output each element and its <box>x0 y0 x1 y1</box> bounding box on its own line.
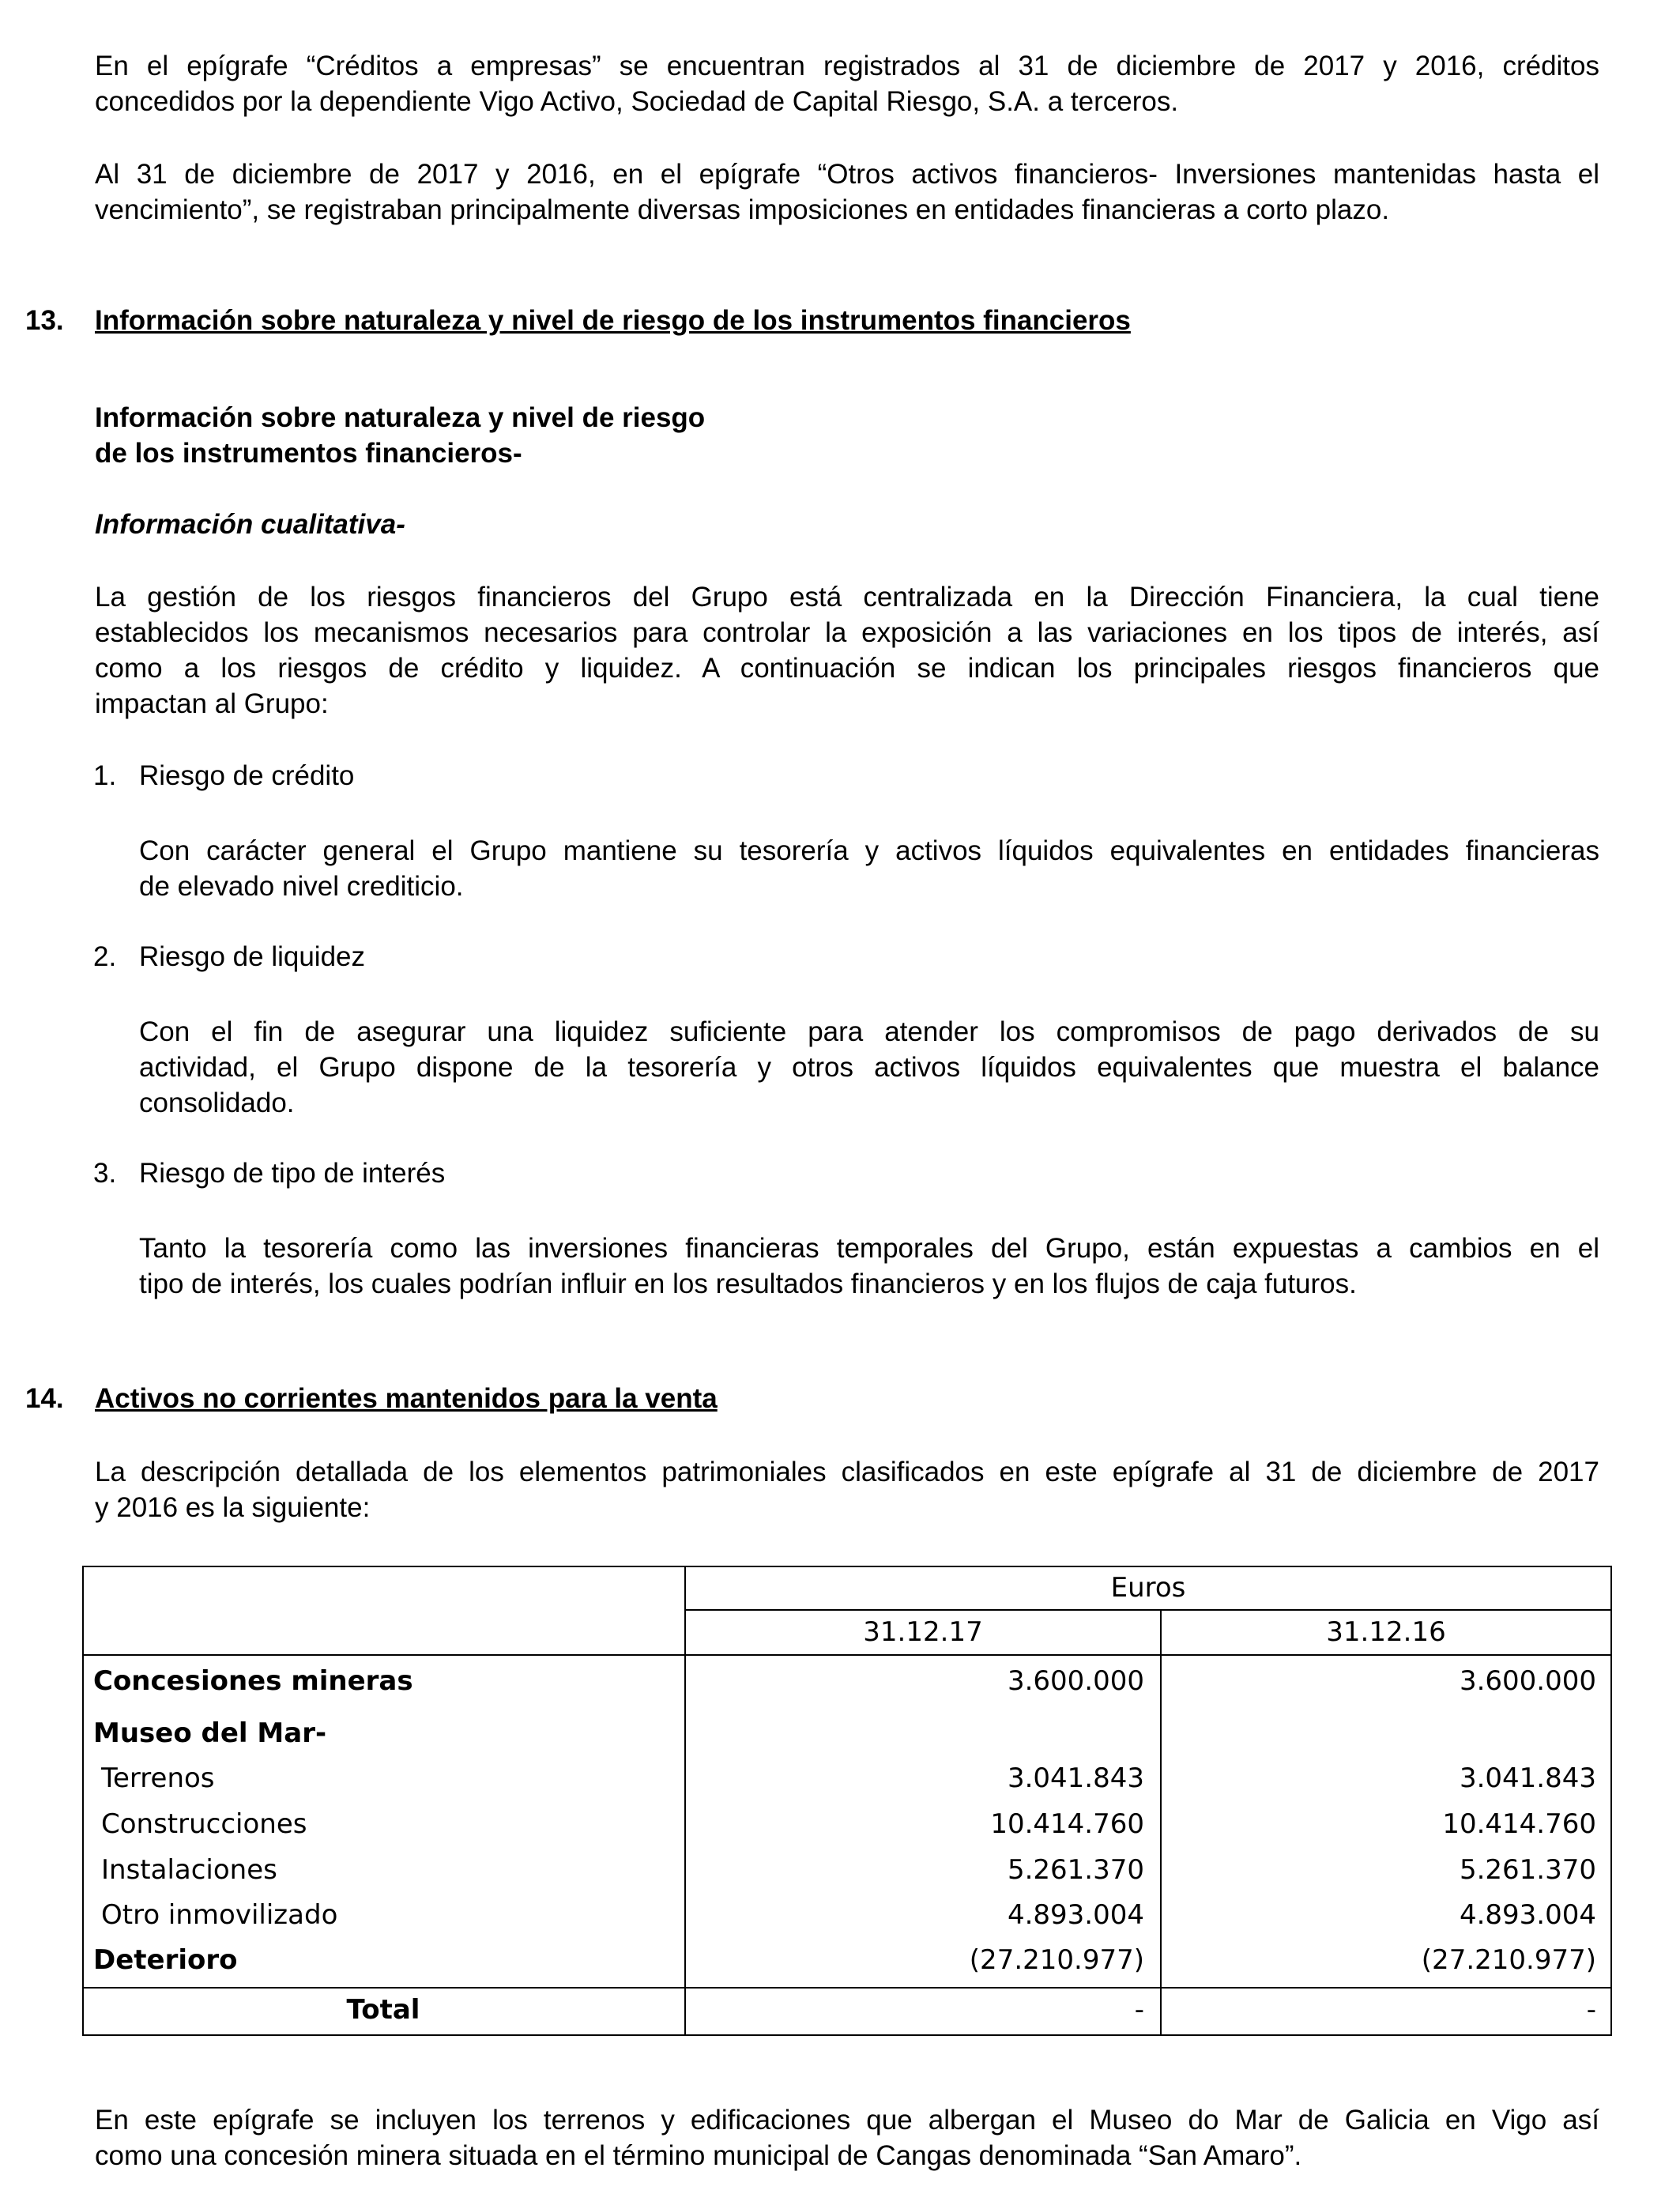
risk-credit-text <box>139 833 1599 904</box>
text-line: vencimiento”, se registraban principalmente diversas imposiciones en entidades financieras a corto plazo. <box>95 194 1390 225</box>
row-value-2017: 4.893.004 <box>1007 1899 1144 1931</box>
section-13-heading <box>25 305 1131 337</box>
row-label: Otro inmovilizado <box>101 1899 338 1931</box>
list-number: 1. <box>93 760 117 791</box>
section-14-closing <box>95 2102 1599 2173</box>
risk-liquidity-text <box>139 1014 1599 1121</box>
list-number: 3. <box>93 1158 117 1189</box>
text-line: consolidado. <box>139 1088 295 1118</box>
section-14-intro <box>95 1454 1599 1525</box>
table-divider <box>82 1987 1612 1989</box>
row-label: Concesiones mineras <box>93 1665 413 1697</box>
row-value-2016: 5.261.370 <box>1459 1854 1596 1886</box>
row-value-2017: (27.210.977) <box>969 1944 1144 1976</box>
column-header-2016: 31.12.16 <box>1326 1616 1446 1648</box>
text-line: impactan al Grupo: <box>95 688 329 719</box>
text-line: Con carácter general el Grupo mantiene su tesorería y activos líquidos equivalentes en entidades financieras <box>139 835 1599 866</box>
section-number: 13. <box>25 305 64 336</box>
qualitative-heading: Información cualitativa- <box>95 509 405 540</box>
text-line: y 2016 es la siguiente: <box>95 1492 371 1523</box>
total-value-2017: - <box>1134 1994 1144 2026</box>
table-divider <box>1160 1609 1162 2036</box>
text-line: actividad, el Grupo dispone de la tesorería y otros activos líquidos equivalentes que muestra el balance <box>139 1052 1599 1083</box>
table-divider <box>684 1609 1612 1611</box>
text-line: Al 31 de diciembre de 2017 y 2016, en el epígrafe “Otros activos financieros- Inversiones mantenidas hasta el <box>95 159 1599 190</box>
risk-item-liquidity <box>93 941 365 973</box>
risk-title: Riesgo de liquidez <box>139 941 366 972</box>
intro-paragraph-2 <box>95 156 1599 228</box>
row-value-2016: 4.893.004 <box>1459 1899 1596 1931</box>
text-line: como una concesión minera situada en el término municipal de Cangas denominada “San Amaro”. <box>95 2140 1302 2171</box>
column-header-2017: 31.12.17 <box>863 1616 983 1648</box>
text-line: de elevado nivel crediticio. <box>139 871 464 902</box>
row-value-2017: 3.600.000 <box>1007 1665 1144 1697</box>
risk-item-interest <box>93 1158 445 1189</box>
row-value-2017: 5.261.370 <box>1007 1854 1144 1886</box>
section-14-heading <box>25 1383 718 1415</box>
row-value-2016: (27.210.977) <box>1421 1944 1596 1976</box>
section-13-body <box>95 579 1599 722</box>
row-label: Deterioro <box>93 1944 238 1976</box>
text-line: En el epígrafe “Créditos a empresas” se encuentran registrados al 31 de diciembre de 2017 y 2016, créditos <box>95 51 1599 81</box>
risk-title: Riesgo de tipo de interés <box>139 1158 446 1189</box>
text-line: La descripción detallada de los elementos patrimoniales clasificados en este epígrafe al 31 de diciembre de 2017 <box>95 1457 1599 1487</box>
row-value-2017: 3.041.843 <box>1007 1762 1144 1794</box>
assets-table <box>82 1566 1612 2036</box>
text-line: Con el fin de asegurar una liquidez suficiente para atender los compromisos de pago derivados de su <box>139 1016 1599 1047</box>
table-divider <box>82 1654 1612 1656</box>
section-title: Activos no corrientes mantenidos para la venta <box>95 1383 718 1414</box>
currency-header: Euros <box>1110 1572 1186 1604</box>
total-label: Total <box>346 1994 420 2026</box>
row-label: Terrenos <box>101 1762 215 1794</box>
text-line: Tanto la tesorería como las inversiones financieras temporales del Grupo, están expuestas a cambios en el <box>139 1233 1599 1264</box>
list-number: 2. <box>93 941 117 972</box>
total-value-2016: - <box>1586 1994 1596 2026</box>
row-value-2016: 3.041.843 <box>1459 1762 1596 1794</box>
risk-item-credit <box>93 760 354 792</box>
text-line: tipo de interés, los cuales podrían influir en los resultados financieros y en los flujos de caja futuros. <box>139 1269 1357 1299</box>
subheading-line: de los instrumentos financieros- <box>95 438 522 469</box>
subheading-line: Información sobre naturaleza y nivel de riesgo <box>95 402 706 433</box>
row-value-2017: 10.414.760 <box>990 1808 1144 1840</box>
risk-title: Riesgo de crédito <box>139 760 355 791</box>
text-line: establecidos los mecanismos necesarios para controlar la exposición a las variaciones en los tipos de interés, así <box>95 617 1599 648</box>
row-value-2016: 3.600.000 <box>1459 1665 1596 1697</box>
row-label: Museo del Mar- <box>93 1717 327 1749</box>
text-line: concedidos por la dependiente Vigo Activo, Sociedad de Capital Riesgo, S.A. a terceros. <box>95 86 1179 117</box>
text-line: La gestión de los riesgos financieros del Grupo está centralizada en la Dirección Financiera, la cual tiene <box>95 582 1599 613</box>
section-13-subheading <box>95 400 705 471</box>
section-number: 14. <box>25 1383 64 1414</box>
intro-paragraph-1 <box>95 48 1599 119</box>
row-value-2016: 10.414.760 <box>1442 1808 1596 1840</box>
text-line: En este epígrafe se incluyen los terrenos y edificaciones que albergan el Museo do Mar de Galicia en Vigo así <box>95 2105 1599 2136</box>
row-label: Construcciones <box>101 1808 307 1840</box>
section-title: Información sobre naturaleza y nivel de riesgo de los instrumentos financieros <box>95 305 1131 336</box>
text-line: como a los riesgos de crédito y liquidez. A continuación se indican los principales riesgos financieros que <box>95 653 1599 684</box>
row-label: Instalaciones <box>101 1854 277 1886</box>
risk-interest-text <box>139 1231 1599 1302</box>
